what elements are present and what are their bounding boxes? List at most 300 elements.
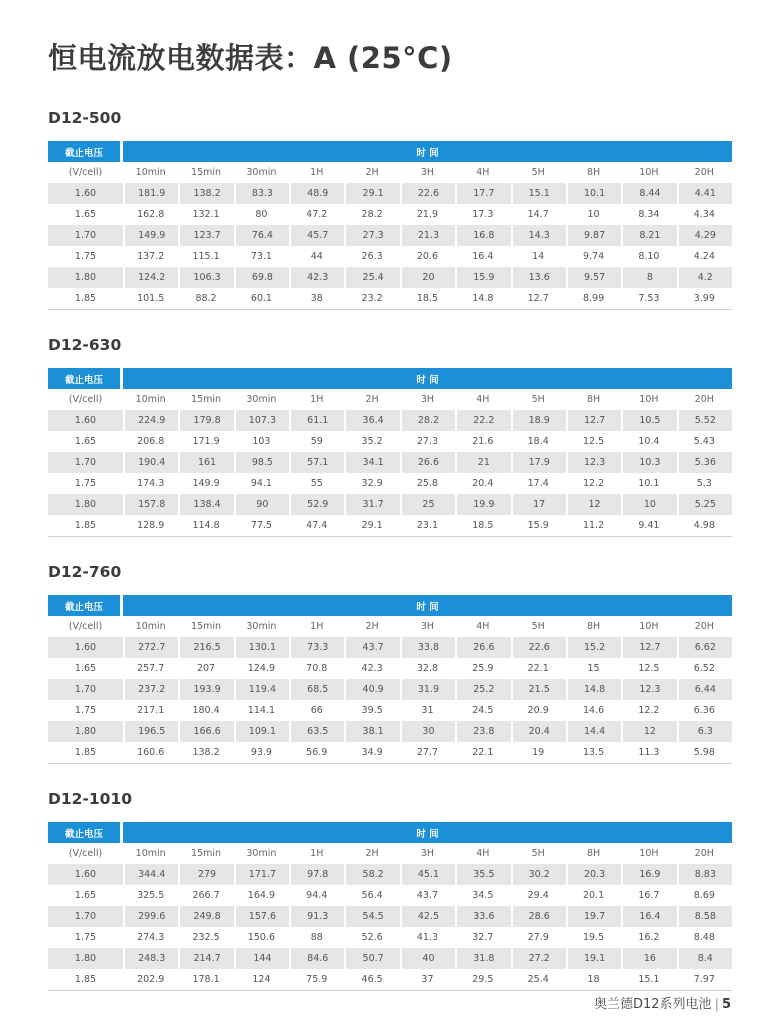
cutoff-voltage-header: 截止电压 bbox=[48, 595, 123, 616]
current-cell: 6.36 bbox=[693, 705, 715, 716]
current-cell: 31.9 bbox=[400, 679, 455, 700]
current-cell: 50.7 bbox=[344, 948, 399, 969]
table-row bbox=[48, 906, 732, 927]
current-cell: 32.7 bbox=[472, 932, 494, 943]
voltage-cell: 1.85 bbox=[48, 288, 123, 310]
duration-row bbox=[48, 162, 732, 183]
current-cell: 232.5 bbox=[192, 932, 220, 943]
current-cell: 56.4 bbox=[361, 890, 383, 901]
current-cell: 15.9 bbox=[511, 515, 566, 537]
voltage-cell: 1.60 bbox=[48, 637, 123, 658]
table-row bbox=[48, 431, 732, 452]
current-cell: 91.3 bbox=[289, 906, 344, 927]
table-row bbox=[48, 473, 732, 494]
current-cell: 144 bbox=[234, 948, 289, 969]
current-cell: 137.2 bbox=[137, 251, 165, 262]
duration-header: 2H bbox=[365, 167, 379, 178]
current-cell: 132.1 bbox=[192, 209, 220, 220]
current-cell: 31.8 bbox=[455, 948, 510, 969]
current-cell: 164.9 bbox=[247, 890, 275, 901]
current-cell: 84.6 bbox=[289, 948, 344, 969]
current-cell: 207 bbox=[196, 663, 216, 674]
current-cell: 33.6 bbox=[455, 906, 510, 927]
duration-header: 10min bbox=[135, 848, 166, 859]
voltage-cell: 1.85 bbox=[48, 515, 123, 537]
model-title: D12-630 bbox=[48, 336, 122, 354]
duration-header: 10min bbox=[135, 621, 166, 632]
current-cell: 101.5 bbox=[123, 288, 178, 310]
current-cell: 109.1 bbox=[234, 721, 289, 742]
current-cell: 217.1 bbox=[137, 705, 165, 716]
duration-header: 20H bbox=[694, 167, 714, 178]
current-cell: 18.5 bbox=[400, 288, 455, 310]
voltage-cell: 1.65 bbox=[74, 890, 97, 901]
current-cell: 42.5 bbox=[400, 906, 455, 927]
current-cell: 25.8 bbox=[416, 478, 439, 489]
header-row bbox=[48, 141, 732, 162]
current-cell: 166.6 bbox=[178, 721, 233, 742]
table-row bbox=[48, 721, 732, 742]
duration-header: 4H bbox=[476, 394, 490, 405]
current-cell: 21 bbox=[455, 452, 510, 473]
current-cell: 31.7 bbox=[344, 494, 399, 515]
unit-label: (V/cell) bbox=[68, 621, 103, 632]
current-cell: 9.57 bbox=[566, 267, 621, 288]
current-cell: 59 bbox=[310, 436, 323, 447]
current-cell: 17.7 bbox=[455, 183, 510, 204]
current-cell: 34.1 bbox=[344, 452, 399, 473]
header-row bbox=[48, 822, 732, 843]
current-cell: 22.2 bbox=[455, 410, 510, 431]
header-row bbox=[48, 595, 732, 616]
duration-header: 10H bbox=[639, 621, 659, 632]
duration-header: 4H bbox=[476, 848, 490, 859]
current-cell: 10.3 bbox=[621, 452, 676, 473]
duration-header: 1H bbox=[310, 848, 324, 859]
table-section-0 bbox=[48, 108, 732, 310]
current-cell: 14.3 bbox=[511, 225, 566, 246]
current-cell: 25.4 bbox=[511, 969, 566, 991]
voltage-cell: 1.70 bbox=[48, 452, 123, 473]
duration-header: 5H bbox=[531, 167, 545, 178]
current-cell: 15.2 bbox=[566, 637, 621, 658]
current-cell: 138.2 bbox=[178, 742, 233, 764]
current-cell: 25.2 bbox=[455, 679, 510, 700]
current-cell: 257.7 bbox=[137, 663, 165, 674]
current-cell: 8 bbox=[621, 267, 676, 288]
current-cell: 38 bbox=[289, 288, 344, 310]
duration-header: 10min bbox=[135, 394, 166, 405]
current-cell: 29.1 bbox=[344, 183, 399, 204]
table-row bbox=[48, 658, 732, 679]
current-cell: 97.8 bbox=[289, 864, 344, 885]
footer-text: 奥兰德D12系列电池 bbox=[594, 997, 712, 1012]
current-cell: 42.3 bbox=[289, 267, 344, 288]
current-cell: 22.6 bbox=[511, 637, 566, 658]
current-cell: 114.8 bbox=[178, 515, 233, 537]
current-cell: 37 bbox=[400, 969, 455, 991]
current-cell: 8.10 bbox=[638, 251, 660, 262]
duration-row bbox=[48, 843, 732, 864]
current-cell: 8.44 bbox=[621, 183, 676, 204]
current-cell: 128.9 bbox=[123, 515, 178, 537]
current-cell: 69.8 bbox=[234, 267, 289, 288]
current-cell: 13.5 bbox=[566, 742, 621, 764]
current-cell: 16 bbox=[621, 948, 676, 969]
table-row bbox=[48, 948, 732, 969]
current-cell: 4.98 bbox=[677, 515, 732, 537]
current-cell: 94.1 bbox=[250, 478, 272, 489]
current-cell: 4.29 bbox=[677, 225, 732, 246]
voltage-cell: 1.65 bbox=[74, 209, 97, 220]
current-cell: 9.41 bbox=[621, 515, 676, 537]
current-cell: 8.21 bbox=[621, 225, 676, 246]
current-cell: 202.9 bbox=[123, 969, 178, 991]
current-cell: 15.1 bbox=[511, 183, 566, 204]
current-cell: 48.9 bbox=[289, 183, 344, 204]
duration-header: 2H bbox=[365, 394, 379, 405]
current-cell: 248.3 bbox=[123, 948, 178, 969]
current-cell: 23.8 bbox=[455, 721, 510, 742]
current-cell: 325.5 bbox=[137, 890, 165, 901]
current-cell: 29.5 bbox=[455, 969, 510, 991]
current-cell: 66 bbox=[310, 705, 323, 716]
voltage-cell: 1.75 bbox=[74, 251, 97, 262]
unit-label: (V/cell) bbox=[68, 848, 103, 859]
current-cell: 45.1 bbox=[400, 864, 455, 885]
current-cell: 44 bbox=[310, 251, 323, 262]
current-cell: 93.9 bbox=[234, 742, 289, 764]
current-cell: 47.4 bbox=[289, 515, 344, 537]
current-cell: 180.4 bbox=[192, 705, 220, 716]
discharge-table bbox=[48, 822, 732, 991]
current-cell: 36.4 bbox=[344, 410, 399, 431]
duration-header: 5H bbox=[531, 394, 545, 405]
table-row bbox=[48, 267, 732, 288]
voltage-cell: 1.80 bbox=[48, 494, 123, 515]
current-cell: 138.4 bbox=[178, 494, 233, 515]
current-cell: 77.5 bbox=[234, 515, 289, 537]
current-cell: 149.9 bbox=[123, 225, 178, 246]
current-cell: 29.4 bbox=[527, 890, 549, 901]
table-row bbox=[48, 700, 732, 721]
current-cell: 14.7 bbox=[527, 209, 549, 220]
voltage-cell: 1.60 bbox=[48, 410, 123, 431]
current-cell: 4.41 bbox=[677, 183, 732, 204]
current-cell: 58.2 bbox=[344, 864, 399, 885]
current-cell: 344.4 bbox=[123, 864, 178, 885]
table-row bbox=[48, 927, 732, 948]
current-cell: 55 bbox=[310, 478, 323, 489]
duration-header: 20H bbox=[694, 394, 714, 405]
current-cell: 22.1 bbox=[527, 663, 549, 674]
current-cell: 16.7 bbox=[638, 890, 660, 901]
current-cell: 299.6 bbox=[123, 906, 178, 927]
duration-header: 8H bbox=[586, 848, 601, 859]
current-cell: 34.9 bbox=[344, 742, 399, 764]
time-header: 时 间 bbox=[123, 595, 732, 616]
current-cell: 14.4 bbox=[566, 721, 621, 742]
voltage-cell: 1.75 bbox=[74, 932, 97, 943]
duration-header: 30min bbox=[246, 167, 277, 178]
current-cell: 179.8 bbox=[178, 410, 233, 431]
current-cell: 196.5 bbox=[123, 721, 178, 742]
duration-header: 3H bbox=[420, 621, 435, 632]
current-cell: 10 bbox=[621, 494, 676, 515]
current-cell: 12.5 bbox=[582, 436, 605, 447]
current-cell: 14.8 bbox=[455, 288, 510, 310]
current-cell: 3.99 bbox=[677, 288, 732, 310]
current-cell: 13.6 bbox=[511, 267, 566, 288]
current-cell: 18.9 bbox=[511, 410, 566, 431]
table-row bbox=[48, 452, 732, 473]
time-header: 时 间 bbox=[123, 368, 732, 389]
current-cell: 181.9 bbox=[123, 183, 178, 204]
current-cell: 19.9 bbox=[455, 494, 510, 515]
current-cell: 21.3 bbox=[400, 225, 455, 246]
duration-header: 8H bbox=[586, 167, 601, 178]
current-cell: 23.1 bbox=[400, 515, 455, 537]
current-cell: 15.1 bbox=[621, 969, 676, 991]
model-title: D12-760 bbox=[48, 563, 122, 581]
current-cell: 190.4 bbox=[123, 452, 178, 473]
current-cell: 157.8 bbox=[123, 494, 178, 515]
page-footer bbox=[594, 993, 731, 1012]
current-cell: 119.4 bbox=[234, 679, 289, 700]
current-cell: 8.83 bbox=[677, 864, 732, 885]
duration-header: 3H bbox=[420, 848, 435, 859]
current-cell: 47.2 bbox=[306, 209, 328, 220]
current-cell: 54.5 bbox=[344, 906, 399, 927]
current-cell: 30 bbox=[400, 721, 455, 742]
current-cell: 6.3 bbox=[677, 721, 732, 742]
table-row bbox=[48, 742, 732, 764]
current-cell: 11.3 bbox=[621, 742, 676, 764]
current-cell: 161 bbox=[178, 452, 233, 473]
current-cell: 28.2 bbox=[400, 410, 455, 431]
current-cell: 6.62 bbox=[677, 637, 732, 658]
current-cell: 10.1 bbox=[566, 183, 621, 204]
current-cell: 18 bbox=[566, 969, 621, 991]
current-cell: 14.6 bbox=[582, 705, 605, 716]
voltage-cell: 1.80 bbox=[48, 267, 123, 288]
duration-header: 3H bbox=[420, 394, 435, 405]
current-cell: 22.6 bbox=[400, 183, 455, 204]
table-row bbox=[48, 183, 732, 204]
table-section-2 bbox=[48, 562, 732, 764]
current-cell: 216.5 bbox=[178, 637, 233, 658]
current-cell: 80 bbox=[255, 209, 268, 220]
discharge-table bbox=[48, 141, 732, 310]
duration-header: 30min bbox=[246, 621, 277, 632]
current-cell: 33.8 bbox=[400, 637, 455, 658]
current-cell: 8.99 bbox=[566, 288, 621, 310]
duration-row bbox=[48, 389, 732, 410]
current-cell: 40.9 bbox=[344, 679, 399, 700]
current-cell: 7.53 bbox=[621, 288, 676, 310]
current-cell: 32.8 bbox=[416, 663, 439, 674]
current-cell: 12.3 bbox=[621, 679, 676, 700]
duration-header: 15min bbox=[191, 167, 222, 178]
current-cell: 171.9 bbox=[192, 436, 220, 447]
current-cell: 35.5 bbox=[455, 864, 510, 885]
table-row bbox=[48, 494, 732, 515]
current-cell: 68.5 bbox=[289, 679, 344, 700]
cutoff-voltage-header: 截止电压 bbox=[48, 368, 123, 389]
current-cell: 138.2 bbox=[178, 183, 233, 204]
footer-separator: | bbox=[714, 997, 719, 1012]
duration-header: 2H bbox=[365, 848, 379, 859]
current-cell: 83.3 bbox=[234, 183, 289, 204]
current-cell: 274.3 bbox=[137, 932, 165, 943]
duration-header: 15min bbox=[191, 848, 222, 859]
table-row bbox=[48, 637, 732, 658]
current-cell: 90 bbox=[234, 494, 289, 515]
duration-header: 8H bbox=[586, 621, 601, 632]
current-cell: 31 bbox=[421, 705, 434, 716]
current-cell: 63.5 bbox=[289, 721, 344, 742]
duration-header: 8H bbox=[586, 394, 601, 405]
current-cell: 15.9 bbox=[455, 267, 510, 288]
current-cell: 5.52 bbox=[677, 410, 732, 431]
model-title: D12-500 bbox=[48, 109, 122, 127]
table-row bbox=[48, 864, 732, 885]
current-cell: 8.69 bbox=[693, 890, 715, 901]
current-cell: 45.7 bbox=[289, 225, 344, 246]
current-cell: 123.7 bbox=[178, 225, 233, 246]
current-cell: 46.5 bbox=[344, 969, 399, 991]
current-cell: 27.9 bbox=[527, 932, 549, 943]
current-cell: 17.4 bbox=[527, 478, 549, 489]
current-cell: 25 bbox=[400, 494, 455, 515]
current-cell: 124.9 bbox=[247, 663, 275, 674]
current-cell: 6.44 bbox=[677, 679, 732, 700]
current-cell: 249.8 bbox=[178, 906, 233, 927]
current-cell: 30.2 bbox=[511, 864, 566, 885]
current-cell: 12.7 bbox=[621, 637, 676, 658]
time-header: 时 间 bbox=[123, 822, 732, 843]
current-cell: 12 bbox=[621, 721, 676, 742]
current-cell: 5.43 bbox=[693, 436, 715, 447]
current-cell: 10.5 bbox=[621, 410, 676, 431]
time-header: 时 间 bbox=[123, 141, 732, 162]
table-section-1 bbox=[48, 335, 732, 537]
current-cell: 19.5 bbox=[582, 932, 605, 943]
current-cell: 21.5 bbox=[511, 679, 566, 700]
unit-label: (V/cell) bbox=[68, 394, 103, 405]
voltage-cell: 1.80 bbox=[48, 721, 123, 742]
duration-header: 3H bbox=[420, 167, 435, 178]
duration-header: 30min bbox=[246, 394, 277, 405]
current-cell: 94.4 bbox=[306, 890, 328, 901]
current-cell: 39.5 bbox=[361, 705, 383, 716]
current-cell: 23.2 bbox=[344, 288, 399, 310]
current-cell: 20.4 bbox=[472, 478, 494, 489]
current-cell: 10 bbox=[587, 209, 600, 220]
voltage-cell: 1.60 bbox=[48, 864, 123, 885]
duration-header: 2H bbox=[365, 621, 379, 632]
current-cell: 16.9 bbox=[621, 864, 676, 885]
current-cell: 15 bbox=[587, 663, 600, 674]
current-cell: 57.1 bbox=[289, 452, 344, 473]
current-cell: 11.2 bbox=[566, 515, 621, 537]
current-cell: 12.2 bbox=[582, 478, 605, 489]
current-cell: 28.2 bbox=[361, 209, 383, 220]
current-cell: 171.7 bbox=[234, 864, 289, 885]
current-cell: 18.5 bbox=[455, 515, 510, 537]
table-row bbox=[48, 246, 732, 267]
current-cell: 75.9 bbox=[289, 969, 344, 991]
current-cell: 162.8 bbox=[137, 209, 165, 220]
duration-header: 10H bbox=[639, 167, 659, 178]
voltage-cell: 1.70 bbox=[48, 679, 123, 700]
current-cell: 103 bbox=[252, 436, 271, 447]
duration-header: 20H bbox=[694, 621, 714, 632]
current-cell: 17.3 bbox=[472, 209, 494, 220]
current-cell: 34.5 bbox=[472, 890, 494, 901]
voltage-cell: 1.80 bbox=[48, 948, 123, 969]
current-cell: 12.2 bbox=[638, 705, 660, 716]
current-cell: 21.9 bbox=[416, 209, 439, 220]
duration-header: 1H bbox=[310, 621, 324, 632]
cutoff-voltage-header: 截止电压 bbox=[48, 141, 123, 162]
current-cell: 26.3 bbox=[361, 251, 383, 262]
current-cell: 5.25 bbox=[677, 494, 732, 515]
current-cell: 214.7 bbox=[178, 948, 233, 969]
current-cell: 12.3 bbox=[566, 452, 621, 473]
duration-header: 10min bbox=[135, 167, 166, 178]
duration-header: 4H bbox=[476, 167, 490, 178]
duration-header: 1H bbox=[310, 394, 324, 405]
current-cell: 4.34 bbox=[693, 209, 715, 220]
duration-header: 10H bbox=[639, 848, 659, 859]
duration-header: 4H bbox=[476, 621, 490, 632]
current-cell: 150.6 bbox=[247, 932, 275, 943]
current-cell: 9.87 bbox=[566, 225, 621, 246]
voltage-cell: 1.85 bbox=[48, 742, 123, 764]
voltage-cell: 1.75 bbox=[74, 705, 97, 716]
discharge-table bbox=[48, 595, 732, 764]
model-title: D12-1010 bbox=[48, 790, 133, 808]
current-cell: 25.9 bbox=[472, 663, 494, 674]
current-cell: 106.3 bbox=[178, 267, 233, 288]
unit-label: (V/cell) bbox=[68, 167, 103, 178]
voltage-cell: 1.70 bbox=[48, 906, 123, 927]
current-cell: 124 bbox=[234, 969, 289, 991]
current-cell: 19.1 bbox=[566, 948, 621, 969]
current-cell: 266.7 bbox=[192, 890, 220, 901]
current-cell: 26.6 bbox=[455, 637, 510, 658]
current-cell: 5.98 bbox=[677, 742, 732, 764]
current-cell: 130.1 bbox=[234, 637, 289, 658]
current-cell: 10.4 bbox=[638, 436, 660, 447]
current-cell: 8.58 bbox=[677, 906, 732, 927]
current-cell: 8.34 bbox=[638, 209, 660, 220]
current-cell: 20 bbox=[400, 267, 455, 288]
table-row bbox=[48, 969, 732, 991]
current-cell: 279 bbox=[178, 864, 233, 885]
current-cell: 73.3 bbox=[289, 637, 344, 658]
current-cell: 16.2 bbox=[638, 932, 660, 943]
current-cell: 27.3 bbox=[344, 225, 399, 246]
current-cell: 20.4 bbox=[511, 721, 566, 742]
voltage-cell: 1.75 bbox=[74, 478, 97, 489]
current-cell: 17 bbox=[511, 494, 566, 515]
current-cell: 21.6 bbox=[472, 436, 494, 447]
current-cell: 28.6 bbox=[511, 906, 566, 927]
current-cell: 29.1 bbox=[344, 515, 399, 537]
current-cell: 42.3 bbox=[361, 663, 383, 674]
